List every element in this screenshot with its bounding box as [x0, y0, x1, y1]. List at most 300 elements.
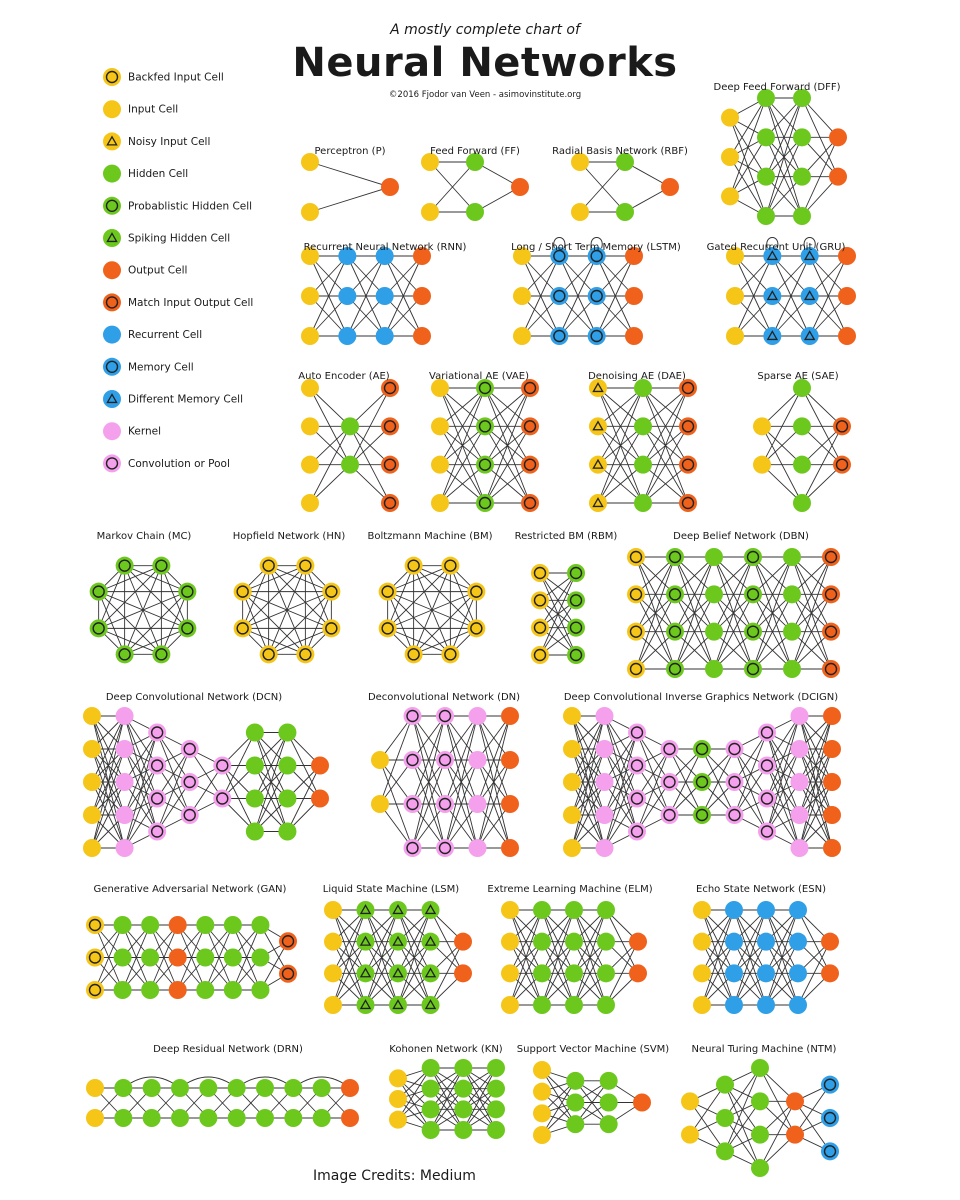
legend-label: Probablistic Hidden Cell — [128, 200, 253, 213]
cell-conv — [628, 823, 646, 841]
edges-mc — [99, 566, 188, 655]
cell-input — [83, 839, 101, 857]
cell-kernel — [116, 806, 134, 824]
cell-match-io — [833, 417, 851, 435]
cell-diff-memory — [763, 327, 781, 345]
cell-output — [341, 1109, 359, 1127]
cell-conv — [181, 773, 199, 791]
cell-input — [86, 1109, 104, 1127]
network-sae — [753, 379, 851, 512]
cell-conv — [404, 795, 422, 813]
network-title-lsm: Liquid State Machine (LSM) — [322, 884, 460, 895]
cell-conv — [213, 790, 231, 808]
legend-label: Input Cell — [128, 103, 179, 116]
edges-bm — [388, 566, 477, 655]
network-title-esn: Echo State Network (ESN) — [696, 884, 826, 895]
cell-hidden — [196, 981, 214, 999]
nodes-dcign — [563, 707, 841, 857]
cell-output — [311, 757, 329, 775]
network-title-dcn: Deep Convolutional Network (DCN) — [105, 692, 283, 703]
edge — [310, 162, 390, 187]
cell-backfed-input — [627, 548, 645, 566]
cell-input — [513, 287, 531, 305]
network-rnn — [301, 247, 431, 345]
network-title-ff: Feed Forward (FF) — [430, 146, 520, 157]
cell-conv — [436, 795, 454, 813]
cell-output — [341, 1079, 359, 1097]
cell-output — [786, 1092, 804, 1110]
cell-memory — [550, 287, 568, 305]
cell-output — [629, 933, 647, 951]
cell-hidden — [705, 623, 723, 641]
cell-hidden — [141, 916, 159, 934]
cell-recurrent — [789, 933, 807, 951]
cell-conv — [758, 724, 776, 742]
cell-input — [431, 417, 449, 435]
cell-backfed-input — [441, 645, 459, 663]
cell-prob-hidden — [116, 645, 134, 663]
cell-output — [823, 740, 841, 758]
network-gru — [726, 238, 856, 346]
cell-input — [563, 740, 581, 758]
network-title-p: Perceptron (P) — [314, 146, 386, 157]
cell-hidden — [224, 949, 242, 967]
cell-output — [821, 933, 839, 951]
cell-match-io — [521, 494, 539, 512]
cell-prob-hidden — [567, 591, 585, 609]
cell-diff-memory — [763, 287, 781, 305]
network-title-sae: Sparse AE (SAE) — [757, 371, 839, 382]
edges-vae — [440, 388, 530, 503]
cell-backfed-input — [86, 981, 104, 999]
edge — [125, 566, 188, 629]
cell-hidden — [597, 964, 615, 982]
cell-recurrent — [725, 964, 743, 982]
network-title-drn: Deep Residual Network (DRN) — [153, 1044, 303, 1055]
cell-hidden — [533, 933, 551, 951]
network-title-dff: Deep Feed Forward (DFF) — [713, 82, 841, 93]
cell-hidden — [251, 949, 269, 967]
cell-hidden — [600, 1094, 618, 1112]
cell-hidden — [793, 207, 811, 225]
cell-input — [571, 203, 589, 221]
cell-spiking-hidden — [389, 996, 407, 1014]
cell-hidden — [565, 996, 583, 1014]
legend-label: Backfed Input Cell — [128, 71, 224, 84]
cell-conv — [181, 740, 199, 758]
network-ae — [301, 379, 399, 512]
cell-kernel — [596, 740, 614, 758]
cell-output — [511, 178, 529, 196]
cell-kernel — [596, 707, 614, 725]
legend-swatch-kernel — [103, 422, 121, 440]
cell-spiking-hidden — [389, 901, 407, 919]
cell-hidden — [793, 417, 811, 435]
cell-kernel — [116, 740, 134, 758]
cell-hidden — [141, 949, 159, 967]
cell-input — [83, 740, 101, 758]
edges-p — [310, 162, 390, 212]
cell-hidden — [141, 981, 159, 999]
edges-lsm — [333, 910, 463, 1005]
cell-kernel — [469, 795, 487, 813]
cell-input — [501, 933, 519, 951]
cell-output — [829, 128, 847, 146]
nodes-ff — [421, 153, 529, 221]
network-title-mc: Markov Chain (MC) — [96, 531, 192, 542]
cell-input — [513, 327, 531, 345]
cell-hidden — [341, 417, 359, 435]
network-mc — [90, 557, 197, 664]
cell-prob-hidden — [666, 623, 684, 641]
cell-spiking-hidden — [357, 901, 375, 919]
cell-hidden — [114, 981, 132, 999]
edges-rbm — [540, 573, 576, 655]
cell-prob-hidden — [90, 583, 108, 601]
cell-hidden — [341, 456, 359, 474]
cell-output — [501, 707, 519, 725]
cell-input — [324, 964, 342, 982]
header — [270, 22, 700, 100]
legend-swatch-spiking-hidden — [103, 229, 121, 247]
edges-svm — [542, 1070, 642, 1135]
cell-output — [169, 949, 187, 967]
legend-item-conv — [103, 454, 230, 472]
cell-hidden — [705, 660, 723, 678]
cell-input — [431, 456, 449, 474]
network-esn — [693, 901, 839, 1014]
cell-hidden — [566, 1072, 584, 1090]
legend-label: Memory Cell — [128, 361, 194, 374]
cell-conv — [148, 823, 166, 841]
cell-backfed-input — [379, 583, 397, 601]
cell-output — [629, 964, 647, 982]
cell-conv — [661, 806, 679, 824]
cell-conv — [404, 839, 422, 857]
cell-backfed-input — [441, 557, 459, 575]
cell-recurrent — [757, 964, 775, 982]
cell-prob-hidden — [744, 548, 762, 566]
cell-hidden — [422, 1100, 440, 1118]
legend-label: Noisy Input Cell — [128, 135, 211, 148]
cell-hidden — [256, 1109, 274, 1127]
cell-hidden — [705, 585, 723, 603]
cell-spiking-hidden — [389, 933, 407, 951]
cell-recurrent — [789, 901, 807, 919]
cell-hidden — [246, 790, 264, 808]
cell-conv — [726, 740, 744, 758]
cell-hidden — [597, 996, 615, 1014]
cell-hidden — [793, 128, 811, 146]
cell-backfed-input — [627, 660, 645, 678]
cell-input — [721, 109, 739, 127]
cell-conv — [661, 773, 679, 791]
cell-conv — [148, 790, 166, 808]
cell-hidden — [422, 1059, 440, 1077]
cell-recurrent — [757, 996, 775, 1014]
legend-label: Different Memory Cell — [128, 393, 244, 406]
cell-conv — [726, 773, 744, 791]
edge — [99, 592, 162, 655]
cell-hidden — [757, 128, 775, 146]
cell-input — [693, 996, 711, 1014]
network-ntm — [681, 1059, 839, 1177]
cell-diff-memory — [801, 287, 819, 305]
cell-input — [726, 287, 744, 305]
legend-item-recurrent — [103, 326, 202, 344]
legend-item-backfed-input — [103, 68, 224, 86]
cell-backfed-input — [234, 583, 252, 601]
cell-backfed-input — [86, 916, 104, 934]
cell-prob-hidden — [693, 740, 711, 758]
cell-input — [533, 1104, 551, 1122]
cell-backfed-input — [467, 619, 485, 637]
network-gan — [86, 916, 297, 999]
cell-input — [324, 933, 342, 951]
cell-input — [753, 417, 771, 435]
network-title-elm: Extreme Learning Machine (ELM) — [487, 884, 653, 895]
cell-prob-hidden — [567, 564, 585, 582]
cell-input — [83, 806, 101, 824]
cell-match-io — [521, 417, 539, 435]
cell-input — [371, 795, 389, 813]
legend-item-kernel — [103, 422, 161, 440]
cell-input — [563, 839, 581, 857]
legend-label: Spiking Hidden Cell — [128, 232, 231, 245]
cell-hidden — [228, 1109, 246, 1127]
cell-hidden — [199, 1109, 217, 1127]
cell-hidden — [454, 1121, 472, 1139]
cell-input — [301, 417, 319, 435]
cell-hidden — [284, 1109, 302, 1127]
cell-input — [301, 287, 319, 305]
cell-output — [838, 327, 856, 345]
cell-input — [753, 456, 771, 474]
cell-hidden — [278, 823, 296, 841]
cell-match-io — [381, 417, 399, 435]
cell-input — [681, 1092, 699, 1110]
cell-hidden — [597, 933, 615, 951]
network-title-dbn: Deep Belief Network (DBN) — [673, 531, 809, 542]
cell-prob-hidden — [476, 494, 494, 512]
edge — [414, 566, 477, 629]
legend-label: Convolution or Pool — [128, 457, 230, 470]
network-title-ntm: Neural Turing Machine (NTM) — [691, 1044, 837, 1055]
cell-backfed-input — [296, 645, 314, 663]
edges-drn — [95, 1077, 350, 1118]
cell-input — [389, 1111, 407, 1129]
edge — [269, 592, 332, 655]
cell-match-io — [822, 660, 840, 678]
cell-hidden — [171, 1109, 189, 1127]
cell-conv — [758, 823, 776, 841]
cell-match-io — [679, 417, 697, 435]
cell-hidden — [246, 724, 264, 742]
cell-hidden — [487, 1080, 505, 1098]
cell-hidden — [533, 901, 551, 919]
legend-swatch-input — [103, 100, 121, 118]
nodes-sae — [753, 379, 851, 512]
edges-ae — [310, 388, 390, 503]
network-title-gru: Gated Recurrent Unit (GRU) — [706, 242, 846, 253]
cell-output — [633, 1094, 651, 1112]
edges-ntm — [690, 1068, 830, 1168]
cell-prob-hidden — [476, 456, 494, 474]
legend-swatch-conv — [103, 454, 121, 472]
cell-output — [311, 790, 329, 808]
cell-noisy-input — [589, 456, 607, 474]
cell-kernel — [596, 806, 614, 824]
cell-hidden — [600, 1115, 618, 1133]
cell-kernel — [791, 806, 809, 824]
network-title-rbf: Radial Basis Network (RBF) — [552, 146, 688, 157]
cell-kernel — [116, 707, 134, 725]
cell-hidden — [114, 1109, 132, 1127]
cell-hidden — [616, 203, 634, 221]
cell-prob-hidden — [744, 660, 762, 678]
cell-hidden — [565, 901, 583, 919]
cell-input — [324, 901, 342, 919]
legend-swatch-backfed-input — [103, 68, 121, 86]
cell-hidden — [751, 1159, 769, 1177]
cell-spiking-hidden — [357, 933, 375, 951]
cell-hidden — [114, 1079, 132, 1097]
cell-diff-memory — [801, 327, 819, 345]
cell-hidden — [565, 964, 583, 982]
cell-hidden — [251, 981, 269, 999]
cell-hidden — [278, 757, 296, 775]
cell-hidden — [487, 1100, 505, 1118]
cell-input — [563, 773, 581, 791]
cell-output — [625, 287, 643, 305]
cell-output — [823, 707, 841, 725]
cell-input — [681, 1126, 699, 1144]
cell-hidden — [751, 1059, 769, 1077]
network-lstm — [513, 238, 643, 346]
legend-item-output — [103, 261, 187, 279]
cell-hidden — [783, 660, 801, 678]
cell-hidden — [793, 494, 811, 512]
cell-hidden — [224, 916, 242, 934]
cell-conv — [148, 724, 166, 742]
network-title-hn: Hopfield Network (HN) — [232, 531, 346, 542]
edge — [388, 592, 451, 655]
cell-prob-hidden — [116, 557, 134, 575]
nodes-rbf — [571, 153, 679, 221]
cell-hidden — [422, 1121, 440, 1139]
cell-kernel — [116, 773, 134, 791]
cell-output — [454, 933, 472, 951]
cell-conv — [213, 757, 231, 775]
edges-esn — [702, 910, 830, 1005]
cell-output — [413, 287, 431, 305]
cell-input — [389, 1090, 407, 1108]
cell-prob-hidden — [744, 623, 762, 641]
chart-subtitle: A mostly complete chart of — [390, 22, 580, 38]
cell-kernel — [791, 740, 809, 758]
legend-swatch-match-io — [103, 293, 121, 311]
cell-backfed-input — [260, 557, 278, 575]
edges-dbn — [636, 557, 831, 669]
cell-prob-hidden — [693, 806, 711, 824]
network-rbm — [531, 564, 585, 664]
edge — [99, 566, 162, 629]
cell-memory — [588, 327, 606, 345]
cell-output — [829, 168, 847, 186]
cell-output — [501, 795, 519, 813]
cell-output — [821, 964, 839, 982]
cell-input — [83, 707, 101, 725]
cell-hidden — [251, 916, 269, 934]
cell-hidden — [716, 1076, 734, 1094]
cell-conv — [436, 839, 454, 857]
cell-hidden — [114, 916, 132, 934]
cell-prob-hidden — [476, 417, 494, 435]
cell-conv — [404, 707, 422, 725]
edge — [125, 592, 188, 655]
legend-item-spiking-hidden — [103, 229, 230, 247]
cell-spiking-hidden — [357, 964, 375, 982]
cell-hidden — [533, 964, 551, 982]
cell-match-io — [822, 585, 840, 603]
legend-item-match-io — [103, 293, 253, 311]
cell-memory — [821, 1109, 839, 1127]
cell-input — [721, 148, 739, 166]
cell-input — [501, 964, 519, 982]
network-ff — [421, 153, 529, 221]
network-title-rnn: Recurrent Neural Network (RNN) — [303, 242, 467, 253]
cell-backfed-input — [531, 619, 549, 637]
cell-hidden — [143, 1079, 161, 1097]
network-kn — [389, 1059, 505, 1139]
cell-hidden — [565, 933, 583, 951]
cell-backfed-input — [322, 583, 340, 601]
cell-backfed-input — [627, 623, 645, 641]
network-title-kn: Kohonen Network (KN) — [389, 1044, 503, 1055]
cell-input — [726, 327, 744, 345]
cell-input — [693, 964, 711, 982]
edges-dae — [598, 388, 688, 503]
cell-backfed-input — [234, 619, 252, 637]
nodes-ntm — [681, 1059, 839, 1177]
cell-input — [533, 1061, 551, 1079]
cell-backfed-input — [260, 645, 278, 663]
cell-hidden — [284, 1079, 302, 1097]
cell-conv — [628, 757, 646, 775]
cell-prob-hidden — [178, 583, 196, 601]
legend-swatch-hidden — [103, 165, 121, 183]
cell-output — [381, 178, 399, 196]
cell-match-io — [381, 456, 399, 474]
network-hn — [234, 557, 341, 664]
cell-input — [301, 494, 319, 512]
cell-backfed-input — [531, 591, 549, 609]
cell-kernel — [596, 839, 614, 857]
network-dn — [371, 707, 519, 857]
cell-hidden — [793, 456, 811, 474]
cell-hidden — [634, 417, 652, 435]
cell-output — [838, 287, 856, 305]
edge — [243, 592, 306, 655]
network-dcign — [563, 707, 841, 857]
network-p — [301, 153, 399, 221]
cell-spiking-hidden — [389, 964, 407, 982]
cell-hidden — [313, 1079, 331, 1097]
network-bm — [379, 557, 486, 664]
cell-input — [693, 933, 711, 951]
edge — [795, 1085, 830, 1135]
cell-recurrent — [725, 996, 743, 1014]
